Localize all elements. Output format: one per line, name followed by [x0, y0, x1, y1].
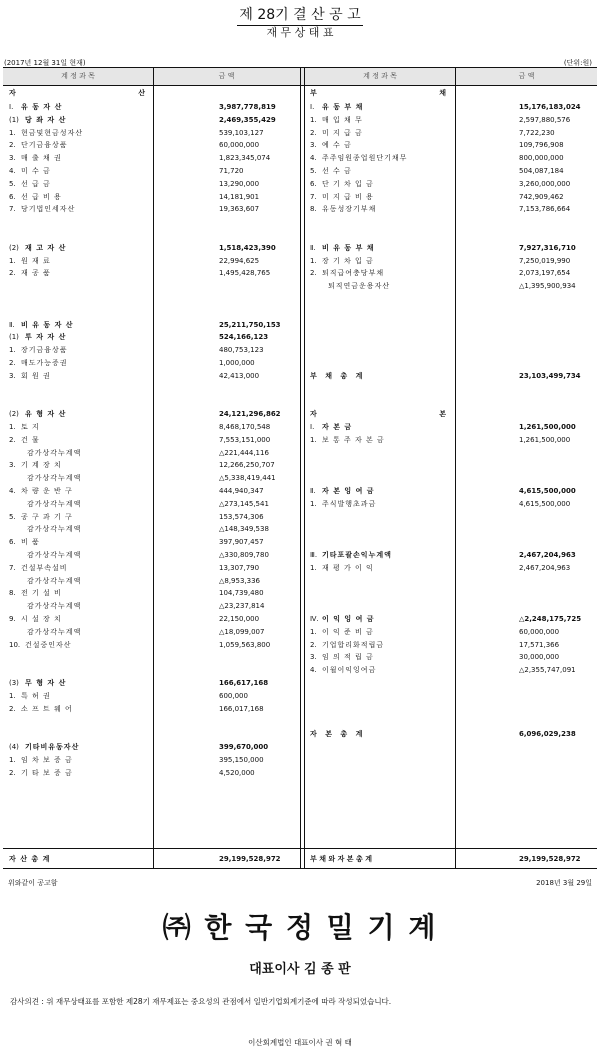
- section-label: 자: [9, 89, 16, 97]
- subtotal-row: [310, 728, 600, 740]
- account-name: 감가상각누계액: [27, 448, 82, 457]
- row-number: Ⅱ.: [9, 320, 15, 329]
- account-row: [9, 344, 299, 356]
- account-row: [310, 280, 600, 292]
- section-label: 채: [439, 89, 446, 97]
- row-number: 1.: [9, 346, 16, 355]
- row-number: Ⅰ.: [310, 423, 315, 431]
- account-amount: 800,000,000: [519, 154, 564, 163]
- account-row: [310, 613, 600, 625]
- row-number: 9.: [9, 615, 16, 623]
- account-name: 비 유 동 부 채: [322, 243, 375, 252]
- equity-section-header: [310, 408, 450, 421]
- account-row: [9, 255, 299, 267]
- account-amount: △23,237,814: [219, 602, 265, 611]
- account-name: 차 량 운 반 구: [21, 487, 73, 495]
- row-number: 1.: [310, 435, 317, 444]
- account-amount: 1,518,423,390: [219, 243, 276, 252]
- account-row: [9, 331, 299, 343]
- account-amount: 1,000,000: [219, 359, 255, 367]
- account-name: 감가상각누계액: [27, 551, 82, 559]
- row-number: (1): [9, 333, 19, 342]
- account-amount: 1,261,500,000: [519, 423, 576, 431]
- row-number: 1.: [9, 256, 16, 265]
- row-number: 10.: [9, 640, 21, 649]
- account-name: 회 원 권: [21, 371, 51, 380]
- account-row: [310, 549, 600, 561]
- account-row: [310, 562, 600, 574]
- account-name: 이 익 준 비 금: [322, 627, 374, 636]
- row-number: 7.: [9, 563, 16, 572]
- account-amount: 444,940,347: [219, 487, 264, 495]
- account-row: [310, 127, 600, 139]
- account-row: [310, 114, 600, 126]
- row-number: 7.: [9, 205, 16, 214]
- account-amount: 8,468,170,548: [219, 423, 271, 431]
- account-row: [9, 472, 299, 484]
- account-name: 미 수 금: [21, 167, 51, 175]
- account-name: 선 급 금: [21, 179, 51, 188]
- row-number: 3.: [310, 141, 317, 150]
- account-name: 퇴직급여충당부채: [322, 269, 385, 278]
- account-row: [310, 651, 600, 663]
- account-name: 주식발행초과금: [322, 499, 377, 508]
- account-amount: 1,495,428,765: [219, 269, 271, 278]
- account-row: [9, 498, 299, 510]
- account-name: 장기금융상품: [21, 346, 68, 355]
- account-amount: 4,615,500,000: [519, 487, 576, 495]
- account-amount: 539,103,127: [219, 128, 264, 137]
- liab-equity-total-label: 부 채 와 자 본 총 계: [310, 855, 372, 863]
- assets-section-header: [9, 87, 149, 100]
- row-number: Ⅳ.: [310, 615, 319, 623]
- account-name: 비 유 동 자 산: [21, 320, 74, 329]
- header-amount-right: 금 액: [518, 72, 535, 80]
- account-amount: △1,395,900,934: [519, 282, 576, 291]
- account-amount: 19,363,607: [219, 205, 260, 214]
- row-number: Ⅱ.: [310, 243, 316, 252]
- section-label: 자: [310, 410, 317, 419]
- row-number: 2.: [310, 128, 317, 137]
- account-row: [9, 485, 299, 497]
- row-number: (1): [9, 115, 19, 124]
- account-name: 투 자 자 산: [25, 333, 67, 342]
- row-number: 2.: [9, 435, 16, 444]
- row-number: 8.: [9, 589, 16, 598]
- account-row: [310, 139, 600, 151]
- account-row: [9, 267, 299, 279]
- account-name: 감가상각누계액: [27, 499, 82, 508]
- account-row: [9, 434, 299, 446]
- account-row: [310, 267, 600, 279]
- account-row: [9, 127, 299, 139]
- account-amount: 397,907,457: [219, 538, 264, 547]
- account-row: [9, 357, 299, 369]
- account-amount: 7,927,316,710: [519, 243, 576, 252]
- account-amount: 15,176,183,024: [519, 103, 581, 111]
- account-amount: 1,261,500,000: [519, 435, 571, 444]
- account-row: [9, 242, 299, 254]
- company-name: ㈜ 한 국 정 밀 기 계: [162, 911, 438, 944]
- row-number: 1.: [9, 755, 16, 764]
- account-name: 공 구 과 기 구: [21, 512, 73, 521]
- account-amount: 22,150,000: [219, 615, 260, 623]
- account-row: [9, 511, 299, 523]
- account-row: [310, 664, 600, 676]
- row-number: 4.: [310, 666, 317, 675]
- row-number: (2): [9, 243, 19, 252]
- header-account-right: 계 정 과 목: [363, 72, 397, 80]
- account-name: 매 출 채 권: [21, 154, 62, 163]
- account-amount: △221,444,116: [219, 448, 269, 457]
- row-number: 4.: [9, 167, 16, 175]
- account-name: 단 기 차 입 금: [322, 179, 374, 188]
- account-name: 자 본 금: [322, 423, 353, 431]
- account-row: [9, 754, 299, 766]
- account-name: 건 물: [21, 435, 40, 444]
- account-amount: 104,739,480: [219, 589, 264, 598]
- account-name: 당 좌 자 산: [25, 115, 67, 124]
- account-name: 유동성장기부채: [322, 205, 377, 214]
- account-name: 장 기 차 입 금: [322, 256, 374, 265]
- header-amount-left: 금 액: [218, 72, 235, 80]
- row-number: 2.: [9, 359, 16, 367]
- account-amount: 742,909,462: [519, 192, 564, 201]
- account-name: 선 급 비 용: [21, 192, 62, 201]
- account-name: 자 본 총 계: [310, 730, 366, 739]
- account-amount: 7,153,786,664: [519, 205, 571, 214]
- account-name: 당기법인세자산: [21, 205, 76, 214]
- account-name: 부 채 총 계: [310, 371, 366, 380]
- row-number: 4.: [310, 154, 317, 163]
- section-label: 본: [439, 410, 446, 419]
- row-number: 2.: [9, 768, 16, 777]
- row-number: 1.: [310, 256, 317, 265]
- account-row: [9, 139, 299, 151]
- row-number: 5.: [310, 167, 317, 175]
- account-row: [9, 690, 299, 702]
- account-name: 미 지 급 비 용: [322, 192, 374, 201]
- account-row: [9, 523, 299, 535]
- account-amount: 3,260,000,000: [519, 179, 571, 188]
- account-amount: △273,145,541: [219, 499, 269, 508]
- account-name: 재 고 자 산: [25, 243, 67, 252]
- row-number: 6.: [310, 179, 317, 188]
- account-name: 감가상각누계액: [27, 602, 82, 611]
- account-row: [9, 536, 299, 548]
- account-row: [9, 370, 299, 382]
- account-row: [9, 562, 299, 574]
- account-name: 기타비유동자산: [25, 743, 80, 751]
- account-row: [9, 178, 299, 190]
- account-row: [9, 165, 299, 177]
- row-number: 2.: [9, 269, 16, 278]
- row-number: 1.: [310, 115, 317, 124]
- account-name: 재 공 품: [21, 269, 51, 278]
- account-name: 시 설 장 치: [21, 615, 62, 623]
- account-amount: 6,096,029,238: [519, 730, 576, 739]
- row-number: Ⅰ.: [310, 103, 315, 111]
- row-number: 8.: [310, 205, 317, 214]
- account-row: [9, 767, 299, 779]
- liabilities-section-header: [310, 87, 450, 100]
- account-amount: 2,073,197,654: [519, 269, 571, 278]
- account-amount: 109,796,908: [519, 141, 564, 150]
- account-name: 기 타 보 증 금: [21, 768, 73, 777]
- account-row: [310, 191, 600, 203]
- account-name: 감가상각누계액: [27, 627, 82, 636]
- account-name: 임 의 적 립 금: [322, 653, 374, 662]
- account-row: [9, 447, 299, 459]
- row-number: Ⅰ.: [9, 103, 14, 111]
- account-amount: 395,150,000: [219, 755, 264, 764]
- account-amount: 480,753,123: [219, 346, 264, 355]
- account-row: [310, 434, 600, 446]
- account-name: 유 형 자 산: [25, 410, 67, 419]
- account-row: [9, 549, 299, 561]
- row-number: 5.: [9, 179, 16, 188]
- row-number: 2.: [310, 640, 317, 649]
- account-name: 선 수 금: [322, 167, 352, 175]
- account-amount: △2,355,747,091: [519, 666, 576, 675]
- account-row: [9, 703, 299, 715]
- account-amount: 524,166,123: [219, 333, 269, 342]
- account-name: 원 재 료: [21, 256, 51, 265]
- account-amount: 399,670,000: [219, 743, 269, 751]
- account-name: 토 지: [21, 423, 40, 431]
- account-row: [310, 178, 600, 190]
- header-account-left: 계 정 과 목: [61, 72, 95, 80]
- account-name: 기 계 장 치: [21, 461, 62, 470]
- row-number: 1.: [310, 563, 317, 572]
- account-row: [9, 408, 299, 420]
- subtotal-row: [310, 370, 600, 382]
- account-name: 비 품: [21, 538, 40, 547]
- account-row: [9, 587, 299, 599]
- account-name: 자 본 잉 여 금: [322, 487, 375, 495]
- column-divider: [304, 68, 305, 868]
- account-name: 전 기 설 비: [21, 589, 62, 598]
- account-row: [9, 613, 299, 625]
- account-row: [310, 485, 600, 497]
- account-amount: 22,994,625: [219, 256, 260, 265]
- auditor: 이산회계법인 대표이사 권 혁 태: [248, 1038, 352, 1047]
- row-number: 1.: [9, 423, 16, 431]
- account-row: [310, 165, 600, 177]
- account-row: [9, 600, 299, 612]
- account-amount: 13,290,000: [219, 179, 260, 188]
- account-name: 기업합리화적립금: [322, 640, 385, 649]
- row-number: 2.: [310, 269, 317, 278]
- account-amount: 2,469,355,429: [219, 115, 276, 124]
- account-row: [9, 639, 299, 651]
- account-amount: 71,720: [219, 167, 244, 175]
- account-name: 주주임원종업원단기채무: [322, 154, 408, 163]
- account-row: [310, 152, 600, 164]
- account-name: 이월이익잉여금: [322, 666, 377, 675]
- row-number: 3.: [9, 371, 16, 380]
- account-row: [310, 421, 600, 433]
- statement-subtitle: 재 무 상 태 표: [266, 26, 334, 39]
- account-row: [310, 242, 600, 254]
- row-number: 6.: [9, 538, 16, 547]
- account-amount: △18,099,007: [219, 627, 265, 636]
- account-name: 유 동 자 산: [21, 103, 63, 111]
- account-amount: △330,809,780: [219, 551, 269, 559]
- account-amount: 25,211,750,153: [219, 320, 281, 329]
- account-amount: 166,617,168: [219, 679, 269, 687]
- row-number: (3): [9, 679, 19, 687]
- account-amount: 60,000,000: [219, 141, 260, 150]
- account-name: 보 통 주 자 본 금: [322, 435, 385, 444]
- account-name: 감가상각누계액: [27, 474, 82, 483]
- representative: 대표이사 김 종 판: [249, 962, 351, 977]
- statement-title: 제 28기 결 산 공 고: [0, 4, 600, 26]
- account-row: [9, 203, 299, 215]
- account-row: [310, 498, 600, 510]
- account-name: 매 입 채 무: [322, 115, 363, 124]
- account-name: 현금및현금성자산: [21, 128, 84, 137]
- row-number: 3.: [310, 653, 317, 662]
- account-amount: 7,553,151,000: [219, 435, 271, 444]
- account-amount: 1,823,345,074: [219, 154, 271, 163]
- section-label: 부: [310, 89, 317, 97]
- row-number: (4): [9, 743, 19, 751]
- row-number: 2.: [9, 704, 16, 713]
- row-number: 3.: [9, 461, 16, 470]
- currency-unit: (단위:원): [563, 59, 592, 67]
- column-divider: [300, 68, 301, 868]
- report-date: (2017년 12월 31일 현재): [4, 59, 86, 67]
- row-number: 4.: [9, 487, 16, 495]
- assets-total-label: 자 산 총 계: [9, 855, 51, 863]
- account-row: [9, 152, 299, 164]
- notice-date: 2018년 3월 29일: [536, 879, 592, 887]
- account-row: [310, 255, 600, 267]
- row-number: 1.: [9, 691, 16, 700]
- row-number: Ⅲ.: [310, 551, 318, 559]
- account-amount: 4,615,500,000: [519, 499, 571, 508]
- account-name: 매도가능증권: [21, 359, 68, 367]
- account-amount: 60,000,000: [519, 627, 560, 636]
- account-amount: △5,338,419,441: [219, 474, 276, 483]
- account-name: 퇴직연금운용자산: [328, 282, 391, 291]
- account-amount: 14,181,901: [219, 192, 260, 201]
- notice-text: 위와같이 공고함: [8, 879, 58, 887]
- account-amount: 17,571,366: [519, 640, 560, 649]
- account-row: [310, 639, 600, 651]
- liab-equity-total-amount: 29,199,528,972: [519, 855, 581, 863]
- audit-opinion: 감사의견 : 위 재무상태표를 포함한 제28기 재무제표는 중요성의 관점에서 일반기업회계기준에 따라 작성되었습니다.: [10, 997, 392, 1006]
- account-name: 건설부속설비: [21, 563, 68, 572]
- row-number: (2): [9, 410, 19, 419]
- account-amount: 2,467,204,963: [519, 563, 571, 572]
- row-number: 3.: [9, 154, 16, 163]
- account-name: 예 수 금: [322, 141, 352, 150]
- row-number: 5.: [9, 512, 16, 521]
- account-amount: 2,597,880,576: [519, 115, 571, 124]
- account-row: [310, 626, 600, 638]
- account-amount: 504,087,184: [519, 167, 564, 175]
- account-amount: △8,953,336: [219, 576, 261, 585]
- account-name: 감가상각누계액: [27, 525, 82, 534]
- account-row: [9, 459, 299, 471]
- account-amount: △2,248,175,725: [519, 615, 582, 623]
- account-amount: 1,059,563,800: [219, 640, 271, 649]
- account-name: 유 동 부 채: [322, 103, 364, 111]
- account-name: 단기금융상품: [21, 141, 68, 150]
- account-amount: 2,467,204,963: [519, 551, 576, 559]
- account-name: 소 프 트 웨 어: [21, 704, 73, 713]
- account-name: 이 익 잉 여 금: [322, 615, 375, 623]
- row-number: 7.: [310, 192, 317, 201]
- row-number: 1.: [310, 499, 317, 508]
- balance-sheet-table: [3, 67, 597, 869]
- account-amount: 23,103,499,734: [519, 371, 581, 380]
- account-row: [310, 101, 600, 113]
- account-amount: 7,722,230: [519, 128, 555, 137]
- row-number: 6.: [9, 192, 16, 201]
- account-amount: 42,413,000: [219, 371, 260, 380]
- section-label: 산: [138, 89, 145, 97]
- account-amount: △148,349,538: [219, 525, 269, 534]
- account-amount: 7,250,019,990: [519, 256, 571, 265]
- account-name: 임 차 보 증 금: [21, 755, 73, 764]
- account-row: [9, 741, 299, 753]
- account-amount: 3,987,778,819: [219, 103, 276, 111]
- account-name: 건설중인자산: [25, 640, 72, 649]
- account-row: [9, 677, 299, 689]
- account-row: [9, 191, 299, 203]
- account-name: 특 허 권: [21, 691, 51, 700]
- account-amount: 153,574,306: [219, 512, 264, 521]
- totals-row: [3, 848, 597, 869]
- account-amount: 600,000: [219, 691, 248, 700]
- account-amount: 166,017,168: [219, 704, 264, 713]
- account-name: 재 평 가 이 익: [322, 563, 374, 572]
- account-row: [310, 203, 600, 215]
- account-name: 무 형 자 산: [25, 679, 67, 687]
- row-number: 1.: [9, 128, 16, 137]
- account-amount: 24,121,296,862: [219, 410, 281, 419]
- account-row: [9, 114, 299, 126]
- assets-total-amount: 29,199,528,972: [219, 855, 281, 863]
- account-name: 감가상각누계액: [27, 576, 82, 585]
- account-row: [9, 575, 299, 587]
- account-amount: 30,000,000: [519, 653, 560, 662]
- account-row: [9, 101, 299, 113]
- account-name: 기타포괄손익누계액: [322, 551, 392, 559]
- account-amount: 4,520,000: [219, 768, 255, 777]
- row-number: 1.: [310, 627, 317, 636]
- row-number: 2.: [9, 141, 16, 150]
- account-row: [9, 319, 299, 331]
- account-name: 미 지 급 금: [322, 128, 363, 137]
- row-number: Ⅱ.: [310, 487, 316, 495]
- account-amount: 13,307,790: [219, 563, 260, 572]
- account-amount: 12,266,250,707: [219, 461, 275, 470]
- account-row: [9, 626, 299, 638]
- account-row: [9, 421, 299, 433]
